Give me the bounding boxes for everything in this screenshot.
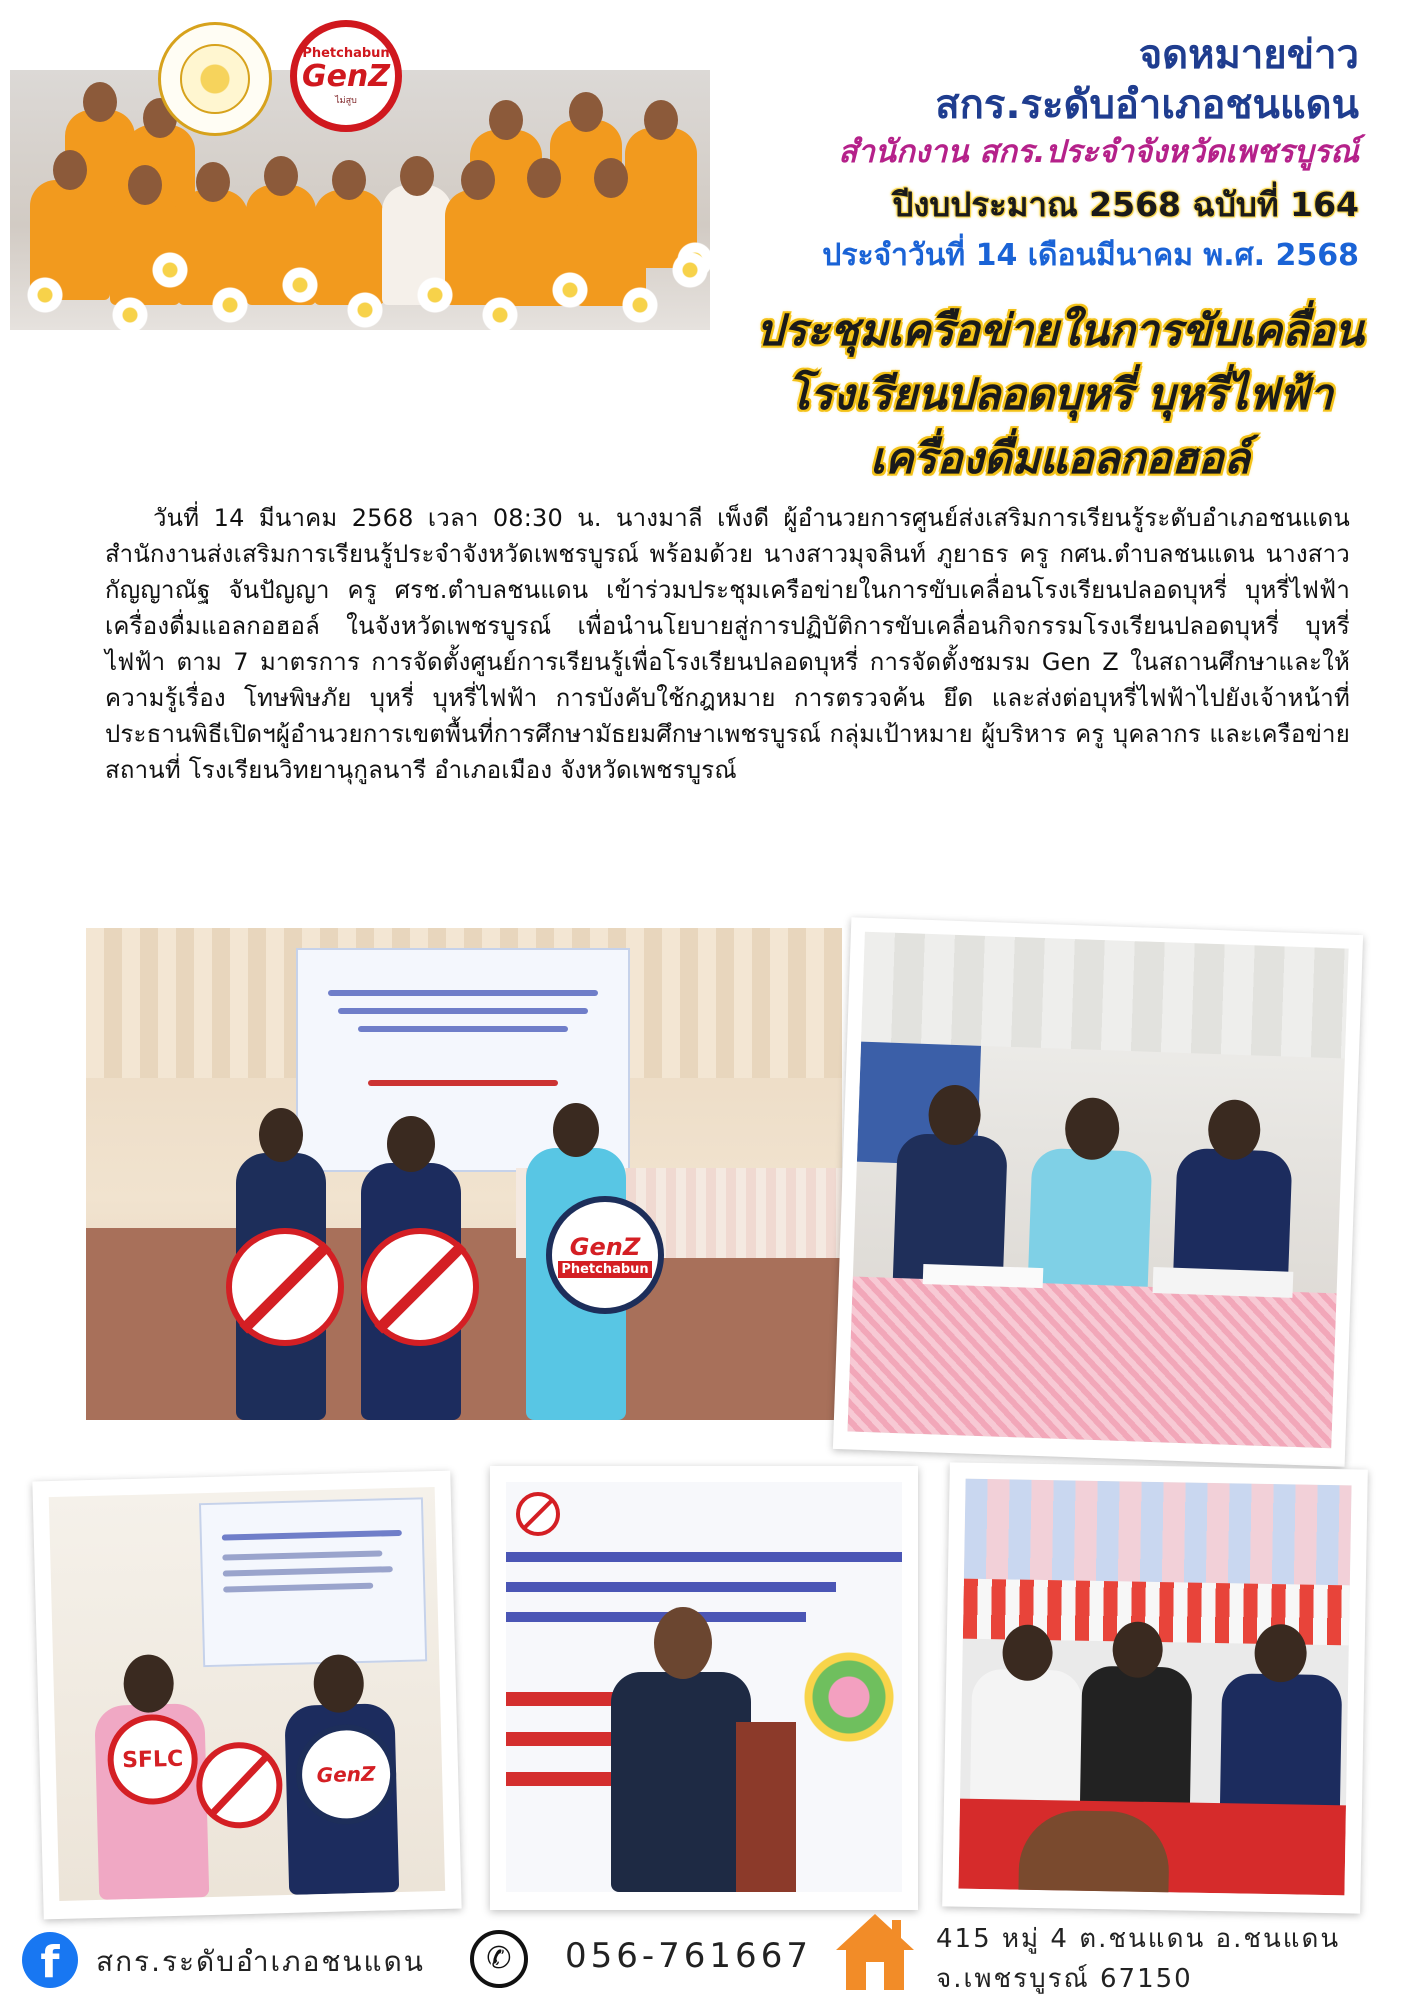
flower-icon	[25, 275, 65, 315]
logo-genz-text: GenZ	[301, 58, 391, 94]
photo-speaker-frame	[490, 1466, 918, 1910]
sign-genz-text-2: GenZ	[316, 1761, 376, 1788]
photo-participants-frame	[942, 1462, 1368, 1913]
flower-icon	[345, 290, 385, 330]
photo-speaker	[506, 1482, 902, 1892]
phone-icon[interactable]: ✆	[470, 1930, 528, 1988]
flower-icon	[670, 250, 710, 290]
facebook-label[interactable]: สกร.ระดับอำเภอชนแดน	[96, 1945, 425, 1978]
flower-icon	[550, 270, 590, 310]
newsletter-label: จดหมายข่าว	[1138, 32, 1359, 78]
sign-genz-text: GenZ	[569, 1232, 641, 1261]
sign-phetchabun-text: Phetchabun	[558, 1261, 651, 1278]
flower-icon	[280, 265, 320, 305]
flower-icon	[150, 250, 190, 290]
headline-line-1: ประชุมเครือข่ายในการขับเคลื่อน	[756, 306, 1364, 356]
genz-phetchabun-logo	[290, 20, 402, 132]
address-line-1: 415 หมู่ 4 ต.ชนแดน อ.ชนแดน	[936, 1924, 1341, 1954]
headline-line-2: โรงเรียนปลอดบุหรี่ บุหรี่ไฟฟ้า	[786, 370, 1334, 420]
sign-sflc-text: SFLC	[121, 1746, 184, 1773]
photo-sflc-signs-frame	[32, 1471, 461, 1920]
photo-meeting-table-frame	[833, 917, 1363, 1467]
no-smoking-icon	[516, 1492, 560, 1536]
photo-three-women-signs	[86, 928, 842, 1420]
photo-sflc-signs	[49, 1487, 445, 1901]
flower-icon	[480, 295, 520, 330]
issue-number: ปีงบประมาณ 2568 ฉบับที่ 164	[892, 185, 1359, 224]
article-paragraph: วันที่ 14 มีนาคม 2568 เวลา 08:30 น. นางมาลี เพ็งดี ผู้อำนวยการศูนย์ส่งเสริมการเรียนรู้ระดับอำเภอชนแดน สำนักงานส่งเสริมการเรียนรู้ประจำจังหวัดเพชรบูรณ์ พร้อมด้วย นางสาวมุจลินท์ ภูยาธร ครู กศน.ตำบลชนแดน นางสาวกัญญาณัฐ จันปัญญา ครู ศรช.ตำบลชนแดน เข้าร่วมประชุมเครือข่ายในการขับเคลื่อนโรงเรียนปลอดบุหรี่ บุหรี่ไฟฟ้า เครื่องดื่มแอลกอฮอล์ ในจังหวัดเพชรบูรณ์ เพื่อนำนโยบายสู่การปฏิบัติการขับเคลื่อนกิจกรรมโรงเรียนปลอดบุหรี่ บุหรี่ไฟฟ้า ตาม 7 มาตรการ การจัดตั้งศูนย์การเรียนรู้เพื่อโรงเรียนปลอดบุหรี่ การจัดตั้งชมรม Gen Z ในสถานศึกษาและให้ความรู้เรื่อง โทษพิษภัย บุหรี่ บุหรี่ไฟฟ้า การบังคับใช้กฎหมาย การตรวจค้น ยึด และส่งต่อบุหรี่ไฟฟ้าไปยังเจ้าหน้าที่ ประธานพิธีเปิดฯผู้อำนวยการเขตพื้นที่การศึกษามัธยมศึกษาเพชรบูรณ์ กลุ่มเป้าหมาย ผู้บริหาร ครู บุคลากร และเครือข่าย สถานที่ โรงเรียนวิทยานุกูลนารี อำเภอเมือง จังหวัดเพชรบูรณ์	[105, 504, 1350, 784]
flower-icon	[210, 285, 250, 325]
office-name: สกร.ระดับอำเภอชนแดน	[935, 82, 1359, 128]
department-logo	[158, 22, 272, 136]
home-icon	[832, 1910, 918, 1994]
logo-top-text: Phetchabun	[302, 45, 390, 61]
issue-date: ประจำวันที่ 14 เดือนมีนาคม พ.ศ. 2568	[822, 238, 1359, 273]
flower-icon	[620, 285, 660, 325]
phone-number[interactable]: 056-761667	[565, 1936, 812, 1976]
flower-icon	[110, 295, 150, 330]
logo-bottom-text: ไม่สูบ	[335, 95, 357, 106]
provincial-office: สำนักงาน สกร.ประจำจังหวัดเพชรบูรณ์	[838, 134, 1359, 170]
headline-line-3: เครื่องดื่มแอลกอฮอล์	[870, 434, 1250, 484]
photo-meeting-table	[847, 932, 1348, 1449]
article-body	[105, 500, 1350, 788]
facebook-icon[interactable]: f	[22, 1932, 78, 1988]
flower-icon	[415, 275, 455, 315]
address-line-2: จ.เพชรบูรณ์ 67150	[936, 1964, 1193, 1994]
photo-participants	[958, 1479, 1351, 1896]
